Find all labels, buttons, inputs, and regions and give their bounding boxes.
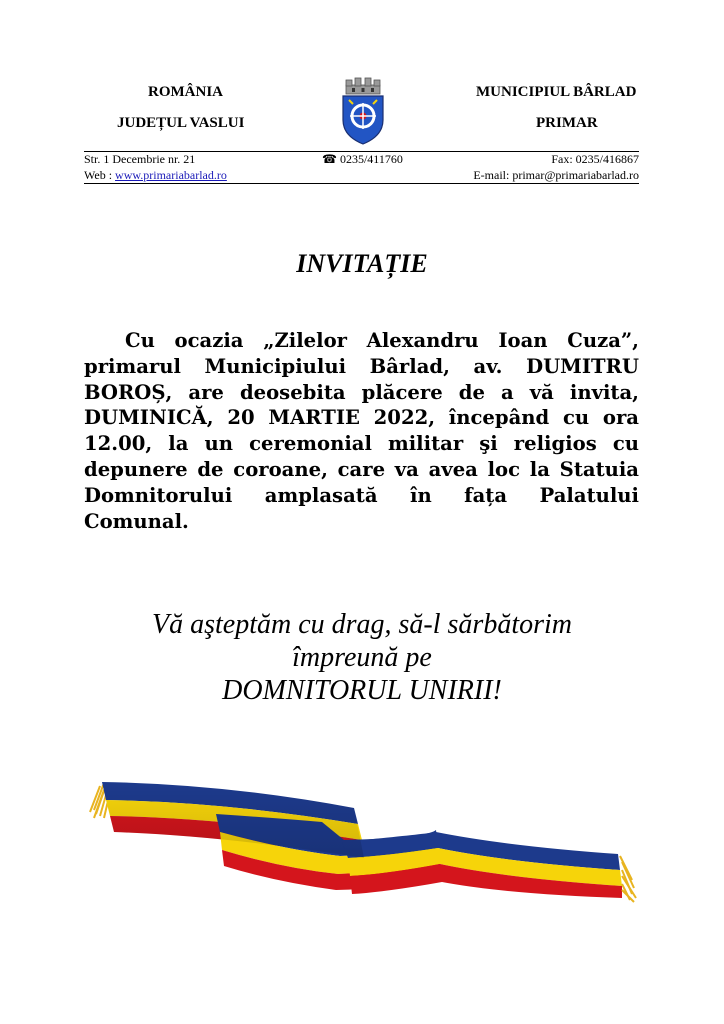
closing-line-3: DOMNITORUL UNIRII! — [222, 675, 502, 706]
phone-number: 0235/411760 — [339, 152, 403, 166]
header-romania: ROMÂNIA — [148, 84, 223, 100]
address-text: Str. 1 Decembrie nr. 21 — [84, 152, 196, 166]
coat-of-arms-icon — [335, 76, 391, 146]
invitation-body: Cu ocazia „Zilelor Alexandru Ioan Cuza”, primarul Municipiului Bârlad, av. DUMITRU BOROȘ, are deosebita plăcere de a vă invita, DUMINICĂ, 20 MARTIE 2022, începând cu ora 12.00, la un ceremonial militar şi religios cu depunere de coroane, care va avea loc la Statuia Domnitorului amplasată în fața Palatului Comunal. — [84, 329, 639, 533]
web-label: Web : — [84, 168, 116, 182]
header-primar: PRIMAR — [536, 115, 598, 131]
email-text: E-mail: primar@primariabarlad.ro — [473, 168, 639, 182]
closing-message — [0, 608, 724, 707]
phone-line — [322, 152, 403, 167]
website-link[interactable]: www.primariabarlad.ro — [115, 168, 227, 182]
tricolor-sash-icon — [86, 770, 646, 920]
fax-text: Fax: 0235/416867 — [551, 152, 639, 166]
header-municipiu: MUNICIPIUL BÂRLAD — [476, 84, 637, 100]
web-line — [84, 168, 227, 183]
phone-icon: ☎ — [322, 152, 337, 166]
contact-divider — [84, 183, 639, 184]
closing-line-2: împreună pe — [292, 642, 432, 673]
closing-line-1: Vă aşteptăm cu drag, să-l sărbătorim — [152, 609, 572, 640]
document-title: INVITAȚIE — [296, 249, 428, 278]
header-judet: JUDEȚUL VASLUI — [117, 115, 245, 131]
